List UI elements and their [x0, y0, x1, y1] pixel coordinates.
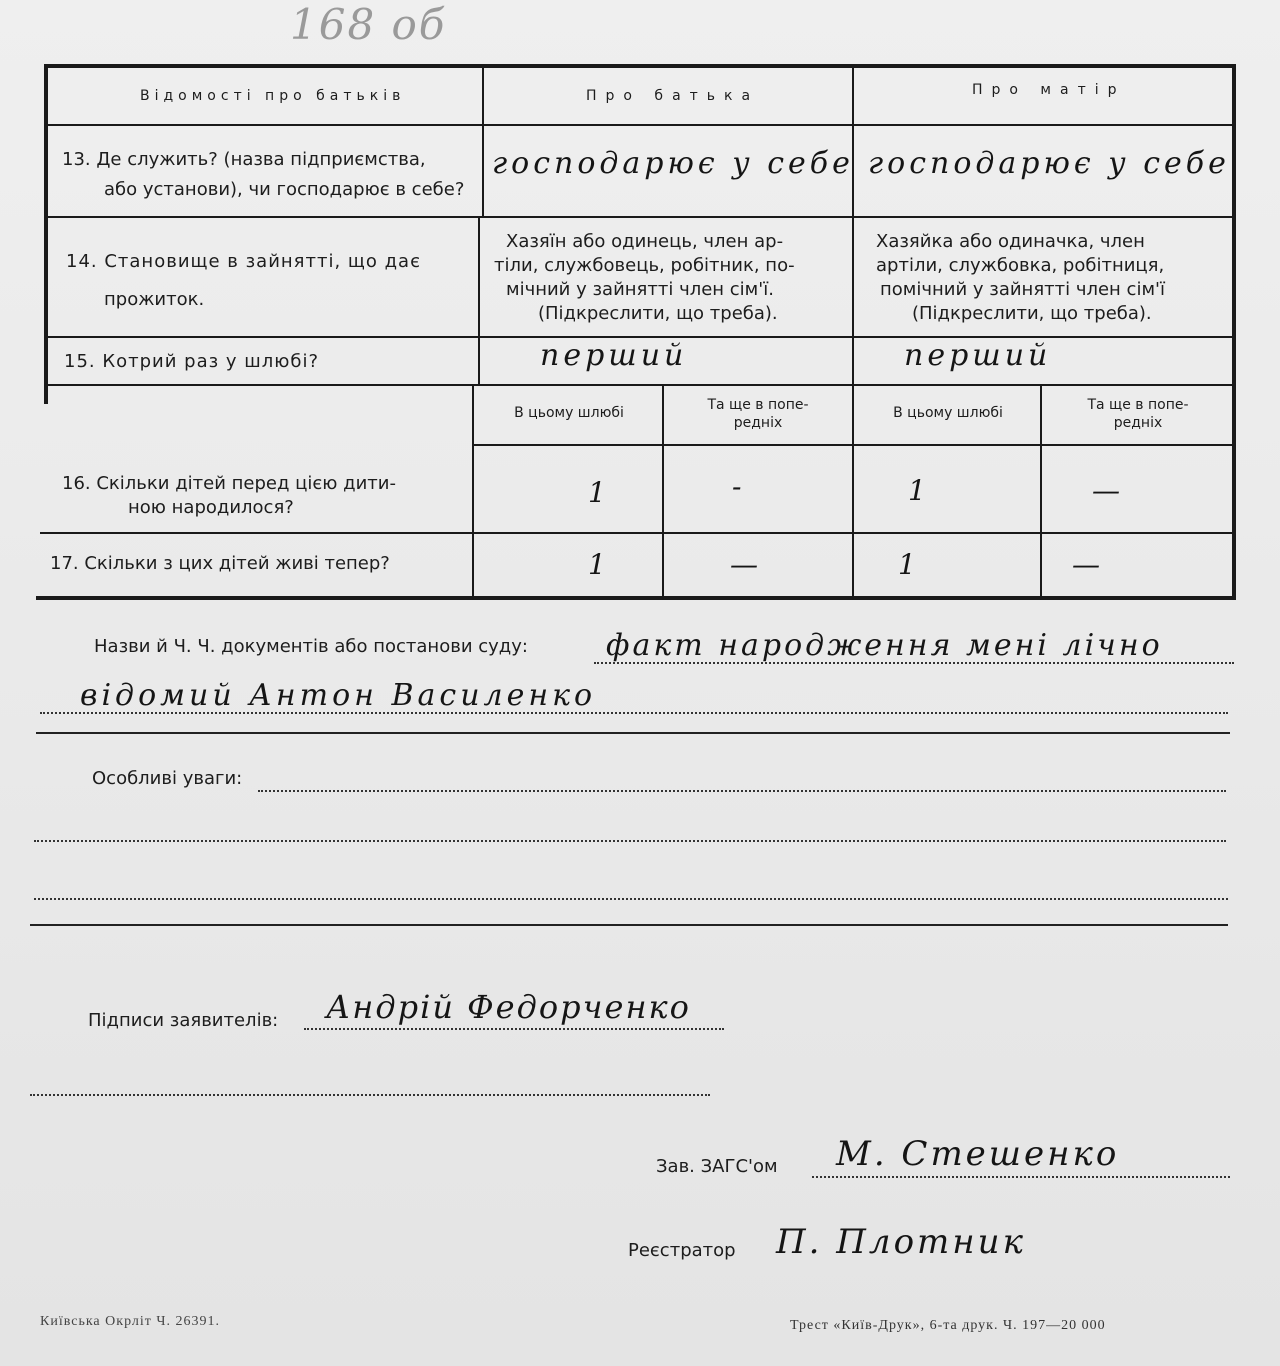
- row16-father-sub-this: В цьому шлюбі: [514, 405, 624, 421]
- row14-father-options-line2: тіли, службовець, робітник, по-: [494, 255, 795, 276]
- row17-mother-this: 1: [898, 548, 920, 581]
- archive-mark: 168 об: [290, 0, 447, 49]
- row16-father-sub-prev-line1: Та ще в попе-: [707, 397, 809, 413]
- row15-father-value: перший: [540, 338, 688, 373]
- row14-mother-options-line4: (Підкреслити, що треба).: [912, 303, 1152, 324]
- row14-label-line1: 14. Становище в зайнятті, що дає: [66, 251, 421, 272]
- footer-printer-right: Трест «Київ-Друк», 6-та друк. Ч. 197—20 000: [790, 1318, 1106, 1333]
- row14-father-options-line1: Хазяїн або одинець, член ар-: [506, 231, 784, 252]
- row15-label: 15. Котрий раз у шлюбі?: [64, 351, 320, 372]
- registrar-label: Реєстратор: [628, 1240, 736, 1261]
- applicants-label: Підписи заявителів:: [88, 1010, 279, 1031]
- row17-label: 17. Скільки з цих дітей живі тепер?: [50, 553, 390, 574]
- documents-value-line1: факт народження мені лічно: [606, 628, 1163, 663]
- header-father: Про батька: [586, 88, 760, 104]
- footer-printer-left: Київська Окрліт Ч. 26391.: [40, 1314, 220, 1329]
- row17-mother-prev: —: [1072, 548, 1104, 581]
- row16-mother-this: 1: [908, 474, 930, 507]
- row16-mother-sub-prev-line1: Та ще в попе-: [1087, 397, 1189, 413]
- registrar-signature: П. Плотник: [776, 1222, 1026, 1262]
- row15-mother-value: перший: [904, 338, 1052, 373]
- row16-mother-sub-this: В цьому шлюбі: [893, 405, 1003, 421]
- header-mother: Про матір: [972, 82, 1126, 98]
- row16-label-line1: 16. Скільки дітей перед цією дити-: [62, 473, 396, 494]
- row17-father-prev: —: [730, 548, 762, 581]
- row13-label-line2: або установи), чи господарює в себе?: [104, 179, 465, 200]
- divider-line: [36, 732, 1230, 734]
- row16-mother-sub-prev-line2: редніх: [1113, 415, 1163, 431]
- row14-father-options-line4: (Підкреслити, що треба).: [538, 303, 778, 324]
- row16-label-line2: ною народилося?: [128, 497, 294, 518]
- row16-father-prev: -: [732, 470, 746, 503]
- zags-signature: М. Стешенко: [836, 1134, 1120, 1174]
- header-info: Відомості про батьків: [140, 88, 406, 104]
- row16-father-sub-prev-line2: редніх: [733, 415, 783, 431]
- applicants-signature: Андрій Федорченко: [326, 988, 691, 1026]
- row14-label-line2: прожиток.: [104, 289, 205, 310]
- row16-father-this: 1: [588, 476, 610, 509]
- row17-father-this: 1: [588, 548, 610, 581]
- row14-father-options-line3: мічний у зайнятті член сім'ї.: [506, 279, 774, 300]
- remarks-label: Особливі уваги:: [92, 768, 243, 789]
- divider-line-2: [30, 924, 1228, 926]
- documents-label: Назви й Ч. Ч. документів або постанови суду:: [94, 636, 528, 657]
- row14-mother-options-line2: артіли, службовка, робітниця,: [876, 255, 1165, 276]
- row13-label-line1: 13. Де служить? (назва підприємства,: [62, 149, 426, 170]
- row14-mother-options-line3: помічний у зайнятті член сім'ї: [880, 279, 1165, 300]
- row13-father-value: господарює у себе: [492, 146, 854, 181]
- documents-value-line2: відомий Антон Василенко: [80, 678, 597, 713]
- row14-mother-options-line1: Хазяйка або одиначка, член: [876, 231, 1145, 252]
- row13-mother-value: господарює у себе: [868, 146, 1230, 181]
- row16-mother-prev: —: [1092, 474, 1124, 507]
- zags-label: Зав. ЗАГС'ом: [656, 1156, 778, 1177]
